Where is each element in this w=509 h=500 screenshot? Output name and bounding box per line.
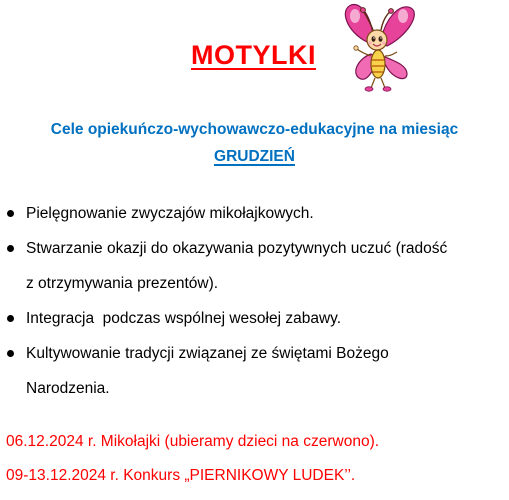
goal-text-continued: Narodzenia.	[26, 380, 110, 397]
butterfly-icon	[337, 2, 417, 94]
bullet-icon	[7, 210, 14, 217]
bullet-icon	[7, 245, 14, 252]
goal-text: Pielęgnowanie zwyczajów mikołajkowych.	[26, 205, 314, 222]
page-title	[0, 40, 509, 71]
events-section	[6, 425, 506, 493]
goal-item	[0, 196, 509, 231]
goals-heading: Cele opiekuńczo-wychowawczo-edukacyjne na miesiąc	[50, 121, 459, 138]
goal-item	[0, 336, 509, 406]
goal-text: Kultywowanie tradycji związanej ze świętami Bożego	[26, 345, 389, 362]
goal-text-continued: z otrzymywania prezentów).	[26, 275, 219, 292]
wing-lower-right	[383, 56, 407, 79]
title-text: MOTYLKI	[191, 40, 316, 70]
goals-list	[0, 196, 509, 406]
goal-item	[0, 231, 509, 301]
event-item: 09-13.12.2024 r. Konkurs „PIERNIKOWY LUDEK’’.	[6, 467, 356, 484]
month-heading: GRUDZIEŃ	[214, 148, 295, 165]
goal-text: Stwarzanie okazji do okazywania pozytywnych uczuć (radość	[26, 240, 448, 257]
goal-item	[0, 301, 509, 336]
bullet-icon	[7, 315, 14, 322]
bullet-icon	[7, 350, 14, 357]
goal-text: Integracja podczas wspólnej wesołej zabawy.	[26, 310, 342, 327]
event-item: 06.12.2024 r. Mikołajki (ubieramy dzieci na czerwono).	[6, 433, 380, 450]
